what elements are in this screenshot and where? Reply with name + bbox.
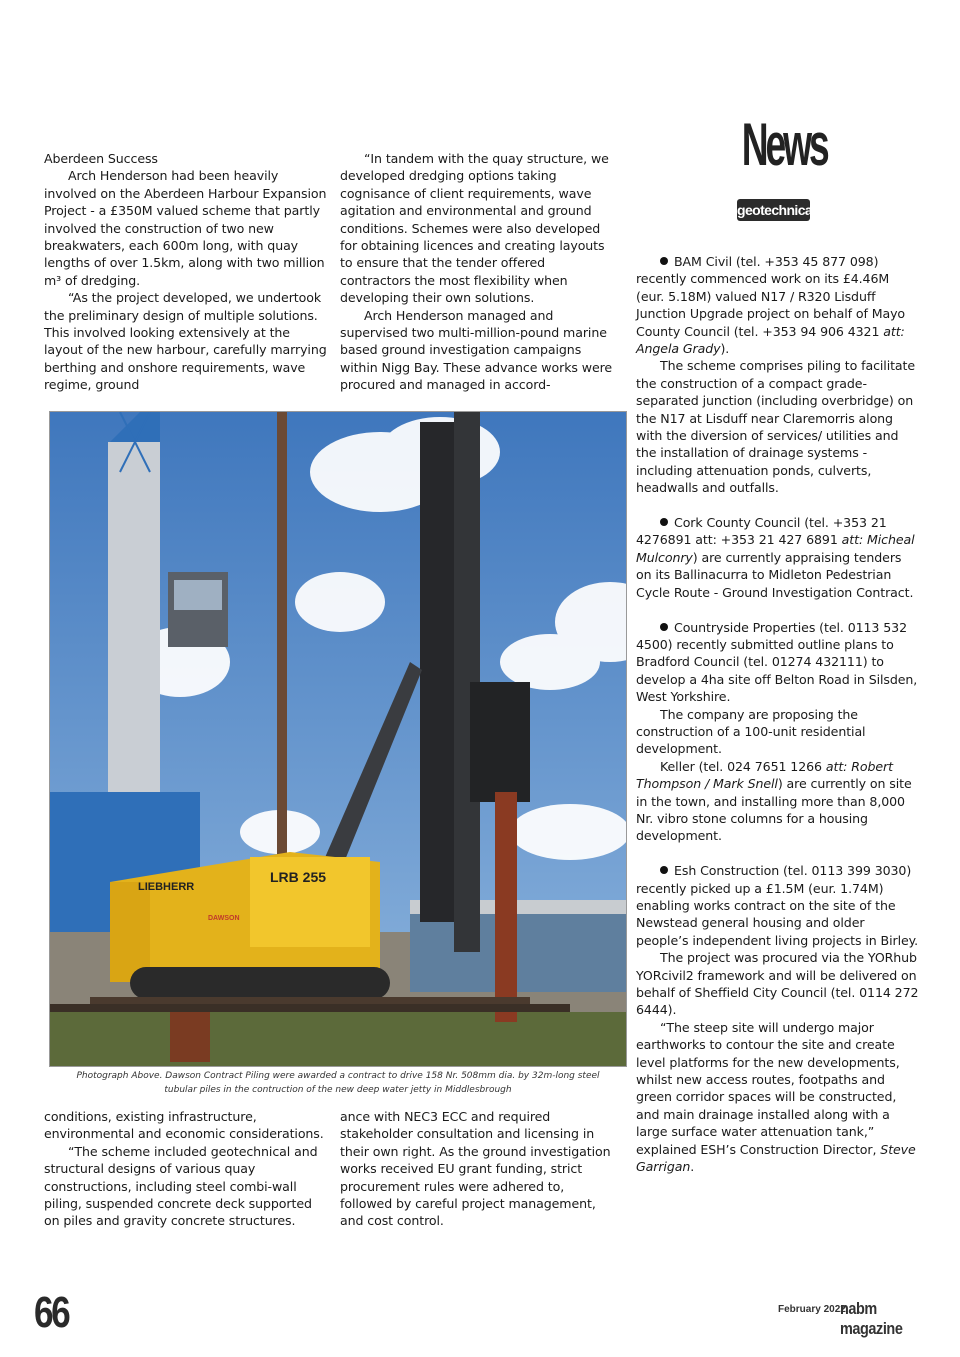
- bullet-icon: [660, 866, 668, 874]
- paragraph: “In tandem with the quay structure, we developed dredging options taking cognisance of client requirements, wave agitation and environmental and ground conditions. Schemes were also developed for obtaining licences and creating layouts to ensure that the tender offered contractors the most flexibility when developing their own solutions.: [340, 151, 609, 306]
- news-item-cork: [636, 514, 920, 601]
- news-text: ) are currently on site in the town, and installing more than 8,000 Nr. vibro stone columns for a housing development.: [636, 776, 912, 844]
- paragraph: ance with NEC3 ECC and required stakeholder consultation and licensing in their own right. As the ground investigation works received EU grant funding, strict procurement rules were adhered to, followed by careful project management, and cost control.: [340, 1109, 611, 1229]
- column-1-top: [44, 150, 330, 394]
- contact-name: att: Angela Grady: [636, 323, 905, 357]
- paragraph: The company are proposing the construction of a 100-unit residential development.: [636, 706, 866, 757]
- news-text: Cork County Council (tel. +353 21 4276891 att: +353 21 427 6891: [636, 515, 887, 548]
- news-text: “The steep site will undergo major earthworks to contour the site and create level platforms for the new developments, whilst new access routes, footpaths and green corridor spaces will be constructed, and main drainage installed along with a large surface water attenuation tank,” explained ESH’s Construction Director,: [636, 1019, 900, 1157]
- page-number: 66: [34, 1288, 69, 1337]
- paragraph: Arch Henderson managed and supervised two multi-million-pound marine based ground investigation campaigns within Nigg Bay. These advance works were procured and managed in accord-: [340, 307, 613, 393]
- paragraph: The project was procured via the YORhub YORcivil2 framework and will be delivered on behalf of Sheffield City Council (tel. 0114 272 6444).: [636, 950, 919, 1018]
- contact-name: att: Micheal Mulconry: [636, 532, 915, 565]
- rig-company-text: DAWSON: [208, 915, 240, 922]
- bullet-icon: [660, 623, 668, 631]
- issue-date: February 2022: [778, 1304, 846, 1315]
- paragraph: [636, 1019, 920, 1176]
- column-2-top: [340, 150, 618, 394]
- news-item-countryside: [636, 619, 920, 706]
- news-item-keller: [636, 758, 920, 845]
- photo: [49, 411, 627, 1067]
- rig-brand-text: LIEBHERR: [138, 881, 195, 893]
- magazine-name: nabm magazine: [840, 1299, 903, 1338]
- paragraph: “The scheme included geotechnical and structural designs of various quay constructions, including steel combi-wall piling, suspended concrete deck supported on piles and gravity concrete structures.: [44, 1143, 318, 1229]
- news-text: ) are currently appraising tenders on its Ballinacurra to Midleton Pedestrian Cycle Route - Ground Investigation Contract.: [636, 549, 914, 600]
- column-1-bottom: [44, 1108, 330, 1230]
- paragraph: “As the project developed, we undertook the preliminary design of multiple solutions. This involved looking extensively at the layout of the new harbour, carefully marrying berthing and onshore requirements, wave regime, ground: [44, 290, 327, 393]
- news-item-esh: [636, 862, 920, 949]
- category-badge: geotechnical: [737, 199, 810, 221]
- news-text: ).: [720, 341, 730, 357]
- news-text: .: [690, 1159, 695, 1175]
- bullet-icon: [660, 518, 668, 526]
- news-text: Keller (tel. 024 7651 1266: [660, 758, 826, 774]
- person-name: Steve Garrigan: [636, 1141, 916, 1175]
- paragraph: The scheme comprises piling to facilitate the construction of a compact grade-separated junction (including overbridge) on the N17 at Lisduff near Claremorris along with the diversion of services/ utilities and the installation of drainage systems - including attenuation ponds, culverts, headwalls and outfalls.: [636, 358, 916, 496]
- subheading: Aberdeen Success: [44, 151, 158, 166]
- photo-caption: Photograph Above. Dawson Contract Piling were awarded a contract to drive 158 Nr. 508mm dia. by 32m-long steel tubular piles in the contruction of the new deep water jetty in Middlesbrough: [76, 1071, 600, 1095]
- contact-name: att: Robert Thompson / Mark Snell: [636, 758, 893, 792]
- news-text: BAM Civil (tel. +353 45 877 098) recently commenced work on its £4.46M (eur. 5.18M) valued N17 / R320 Lisduff Junction Upgrade project on behalf of Mayo County Council (tel. +353 94 906 4321: [636, 254, 906, 339]
- news-text: Esh Construction (tel. 0113 399 3030) recently picked up a £1.5M (eur. 1.74M) enabling works contract on the site of the Newstead general housing and older people’s independent living projects in Birley.: [636, 863, 919, 948]
- news-text: Countryside Properties (tel. 0113 532 4500) recently submitted outline plans to Bradford Council (tel. 01274 432111) to develop a 4ha site off Belton Road in Silsden, West Yorkshire.: [636, 619, 918, 705]
- bullet-icon: [660, 257, 668, 265]
- section-title: News: [741, 111, 827, 178]
- paragraph: conditions, existing infrastructure, environmental and economic considerations.: [44, 1109, 324, 1142]
- column-2-bottom: [340, 1108, 618, 1230]
- column-3: [636, 253, 920, 1175]
- paragraph: Arch Henderson had been heavily involved on the Aberdeen Harbour Expansion Project - a £350M valued scheme that partly involved the construction of two new breakwaters, each 600m long, with quay lengths of over 1.5km, along with two million m³ of dredging.: [44, 168, 327, 288]
- rig-model-text: LRB 255: [270, 869, 327, 885]
- news-item-bam: [636, 253, 920, 357]
